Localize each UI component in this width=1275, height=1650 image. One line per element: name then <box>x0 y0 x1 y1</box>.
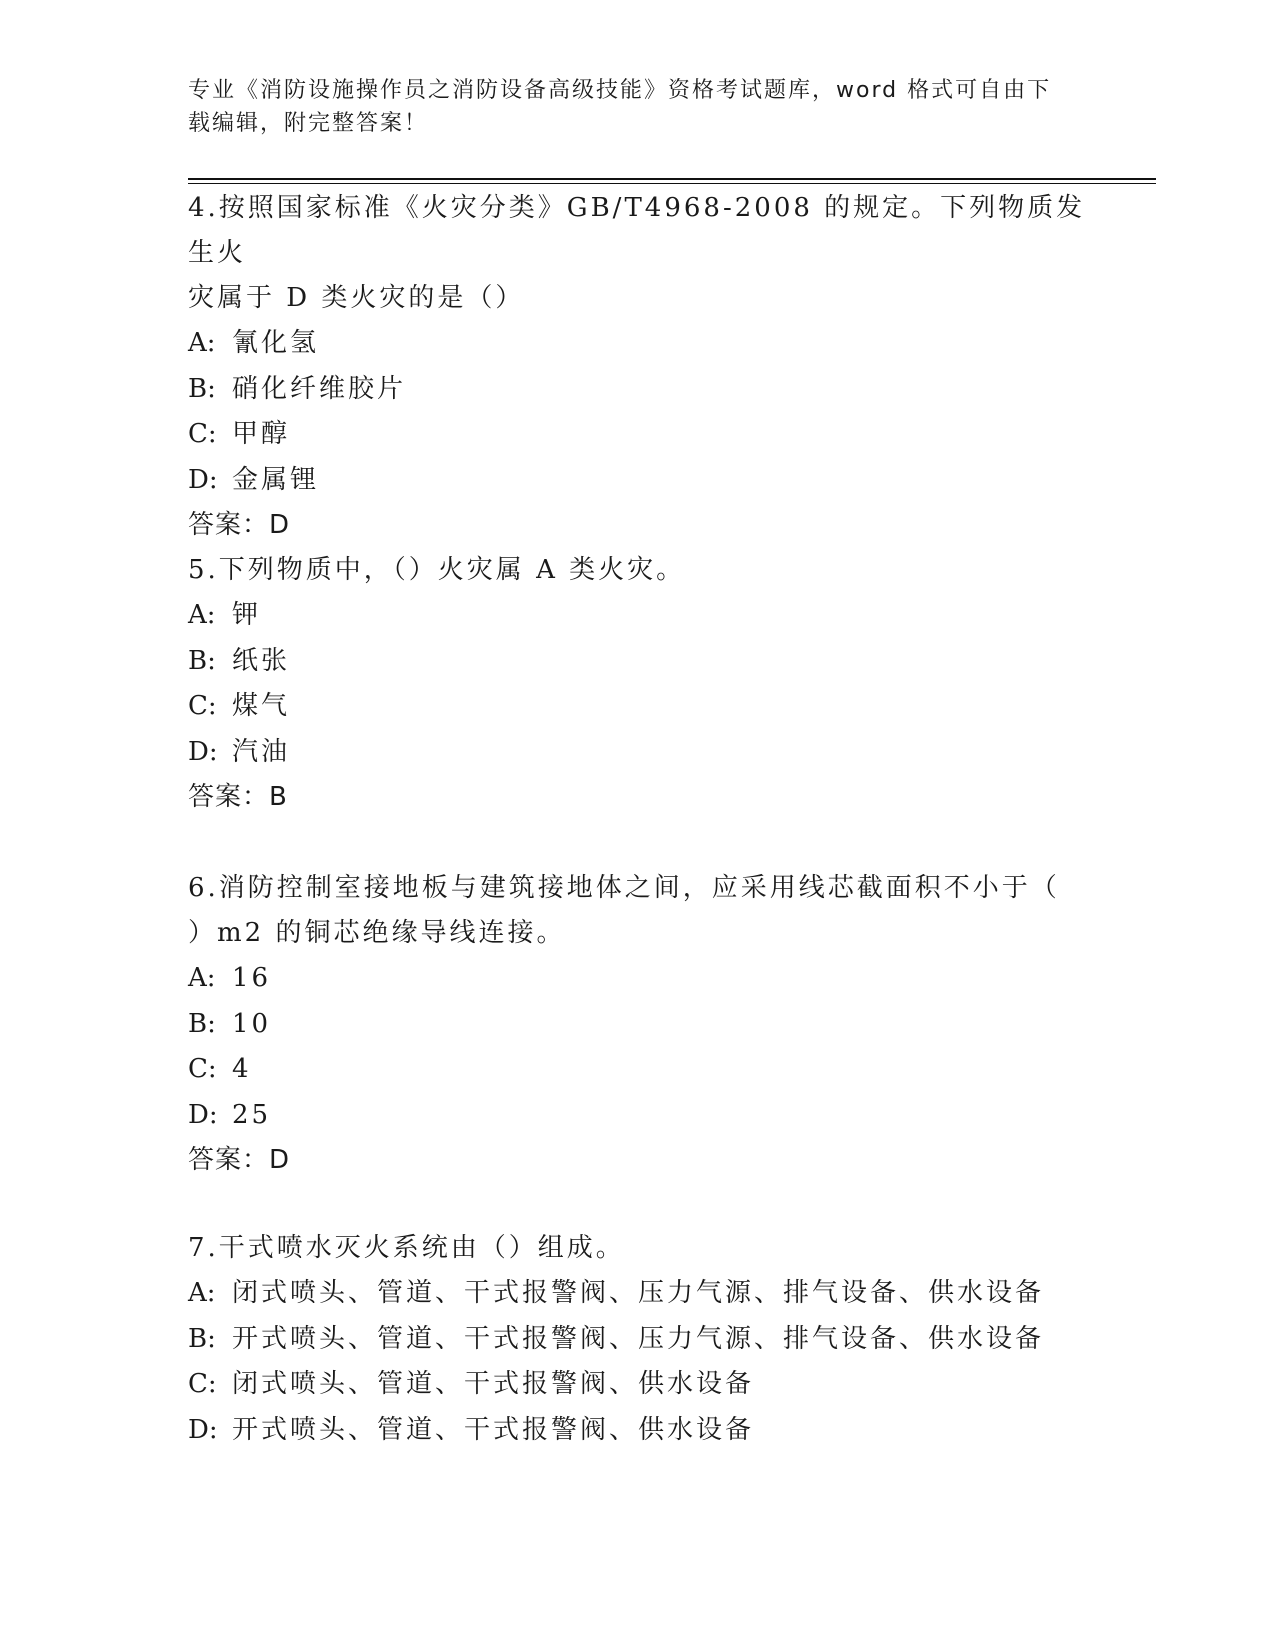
option-b <box>188 367 1088 413</box>
option-d <box>188 1093 1088 1139</box>
option-key: D: <box>188 1414 218 1445</box>
option-text: 汽油 <box>232 736 291 767</box>
option-c <box>188 412 1088 458</box>
option-c <box>188 1047 1088 1093</box>
option-text: 16 <box>232 963 272 993</box>
question-stem <box>188 548 1088 593</box>
option-key: A: <box>188 963 216 993</box>
option-key: A: <box>188 1278 216 1308</box>
question-stem-line-1: 4.按照国家标准《火灾分类》GB/T4968-2008 的规定。下列物质发生火 <box>188 193 1086 268</box>
option-text: 开式喷头、管道、干式报警阀、供水设备 <box>232 1414 755 1445</box>
question-stem-line-2: 灾属于 D 类火灾的是（） <box>188 283 525 313</box>
option-text: 25 <box>232 1099 272 1130</box>
option-b <box>188 1002 1088 1048</box>
question-4 <box>188 186 1088 548</box>
option-text: 4 <box>232 1054 252 1084</box>
option-key: B: <box>188 645 216 676</box>
question-stem <box>188 866 1088 956</box>
option-text: 甲醇 <box>232 419 291 449</box>
answer: 答案：B <box>188 782 288 812</box>
option-text: 钾 <box>232 600 262 630</box>
question-stem <box>188 186 1088 321</box>
option-key: A: <box>188 600 216 630</box>
option-text: 氰化氢 <box>232 328 320 358</box>
option-key: B: <box>188 1323 216 1354</box>
option-text: 10 <box>232 1008 272 1039</box>
question-stem-line-2: ）m2 的铜芯绝缘导线连接。 <box>188 918 566 948</box>
option-key: C: <box>188 419 217 449</box>
option-text: 闭式喷头、管道、干式报警阀、压力气源、排气设备、供水设备 <box>232 1278 1045 1308</box>
option-d <box>188 730 1088 776</box>
question-stem-line-1: 7.干式喷水灭火系统由（）组成。 <box>188 1233 625 1263</box>
option-key: B: <box>188 1008 216 1039</box>
option-key: A: <box>188 328 216 358</box>
header-divider-thin <box>188 183 1156 184</box>
question-stem-line-1: 5.下列物质中，（）火灾属 A 类火灾。 <box>188 555 686 585</box>
option-text: 闭式喷头、管道、干式报警阀、供水设备 <box>232 1369 755 1399</box>
option-key: C: <box>188 1369 217 1399</box>
option-c <box>188 684 1088 730</box>
option-text: 煤气 <box>232 691 291 721</box>
option-a <box>188 321 1088 367</box>
header-divider-thick <box>188 178 1156 180</box>
option-text: 纸张 <box>232 645 291 676</box>
question-stem-line-1: 6.消防控制室接地板与建筑接地体之间，应采用线芯截面积不小于（ <box>188 873 1060 903</box>
question-stem <box>188 1226 1088 1271</box>
option-key: D: <box>188 736 218 767</box>
option-b <box>188 1317 1088 1363</box>
option-key: C: <box>188 1054 217 1084</box>
question-6 <box>188 866 1088 1183</box>
option-key: D: <box>188 464 218 495</box>
option-a <box>188 593 1088 639</box>
answer: 答案：D <box>188 1145 291 1175</box>
option-d <box>188 458 1088 504</box>
option-text: 金属锂 <box>232 464 320 495</box>
option-a <box>188 1271 1088 1317</box>
option-d <box>188 1408 1088 1454</box>
header-line-1: 专业《消防设施操作员之消防设备高级技能》资格考试题库，word 格式可自由下 <box>188 78 1052 103</box>
option-text: 硝化纤维胶片 <box>232 373 407 404</box>
option-key: D: <box>188 1099 218 1130</box>
option-a <box>188 956 1088 1002</box>
option-key: C: <box>188 691 217 721</box>
question-7 <box>188 1226 1088 1453</box>
document-header <box>188 74 1078 140</box>
option-key: B: <box>188 373 216 404</box>
question-5 <box>188 548 1088 820</box>
option-b <box>188 639 1088 685</box>
header-line-2: 载编辑，附完整答案！ <box>188 111 429 136</box>
option-text: 开式喷头、管道、干式报警阀、压力气源、排气设备、供水设备 <box>232 1323 1045 1354</box>
option-c <box>188 1362 1088 1408</box>
answer: 答案：D <box>188 510 291 540</box>
